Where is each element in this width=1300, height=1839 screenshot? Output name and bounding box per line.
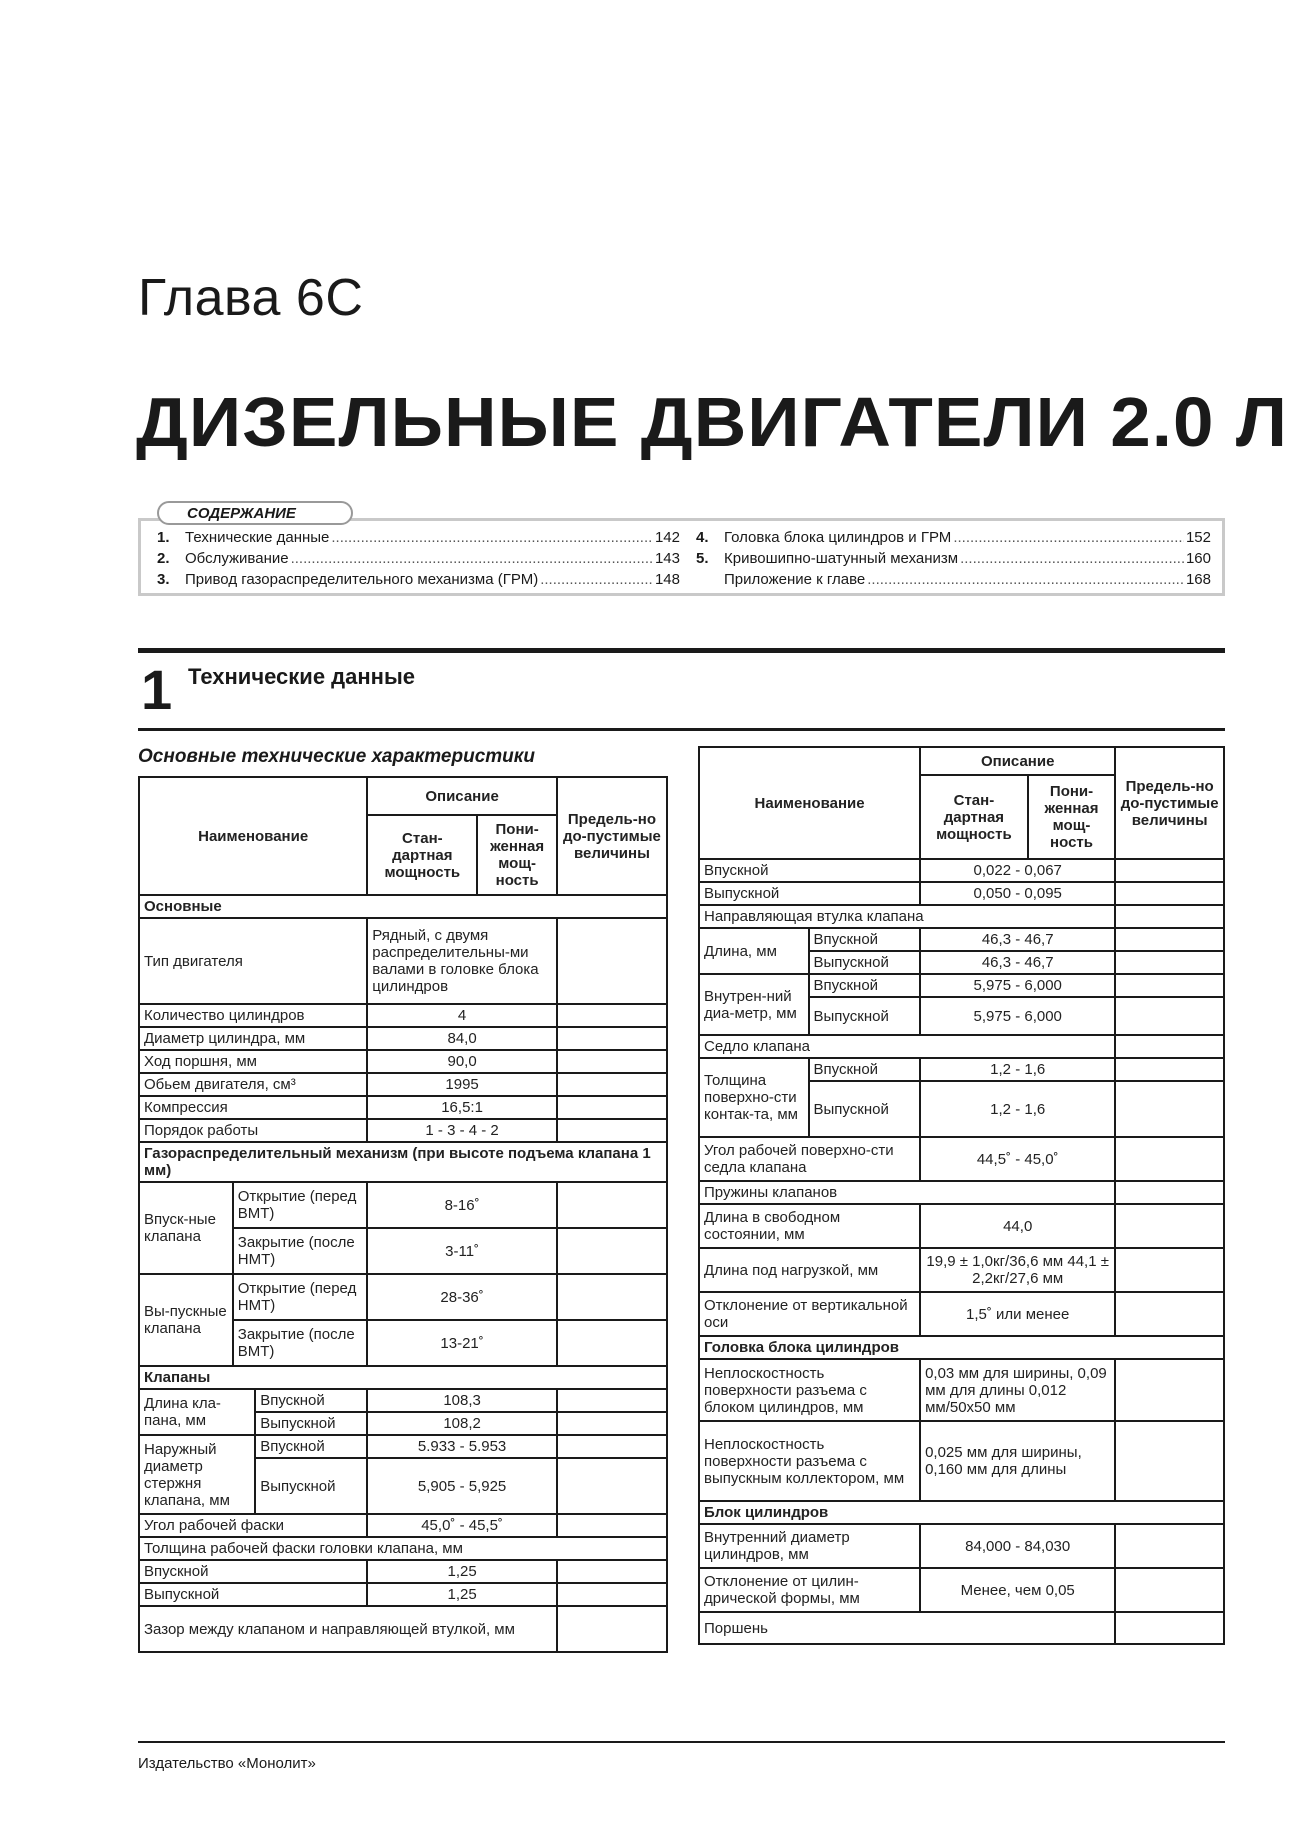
toc-column-1: [157, 527, 680, 590]
row-label: Длина в свободном состоянии, мм: [699, 1204, 920, 1248]
row-label: Открытие (перед НМТ): [233, 1274, 368, 1320]
row-label: Выпускной: [809, 1081, 921, 1137]
row-value: 19,9 ± 1,0кг/36,6 мм 44,1 ± 2,2кг/27,6 мм: [920, 1248, 1115, 1292]
row-limit: [557, 1050, 667, 1073]
toc-item[interactable]: 3. Привод газораспределительного механизма (ГРМ) ..... 148: [157, 569, 680, 590]
row-label: Толщина рабочей фаски головки клапана, мм: [139, 1537, 667, 1560]
row-value: 1 - 3 - 4 - 2: [367, 1119, 557, 1142]
row-group-label: Длина кла-пана, мм: [139, 1389, 255, 1435]
row-value: 45,0˚ - 45,5˚: [367, 1514, 557, 1537]
row-value: 1,25: [367, 1583, 557, 1606]
row-label: Выпускной: [699, 882, 920, 905]
row-limit: [557, 1027, 667, 1050]
section-row: Головка блока цилиндров: [699, 1336, 1224, 1359]
row-label: Количество цилиндров: [139, 1004, 367, 1027]
row-group-label: Наружный диаметр стержня клапана, мм: [139, 1435, 255, 1514]
row-label: Отклонение от цилин-дрической формы, мм: [699, 1568, 920, 1612]
section-number: 1: [141, 658, 173, 721]
row-label: Впускной: [255, 1389, 367, 1412]
row-limit: [1115, 1248, 1224, 1292]
row-group-label: Длина, мм: [699, 928, 809, 974]
row-value: 46,3 - 46,7: [920, 951, 1115, 974]
row-value: 46,3 - 46,7: [920, 928, 1115, 951]
row-label: Впускной: [809, 928, 921, 951]
toc-column-2: [696, 527, 1211, 590]
row-value: 44,5˚ - 45,0˚: [920, 1137, 1115, 1181]
section-row: Седло клапана: [699, 1035, 1115, 1058]
header-description: Описание: [367, 777, 557, 815]
row-group-label: Толщина поверхно-сти контак-та, мм: [699, 1058, 809, 1137]
row-label: Выпускной: [139, 1583, 367, 1606]
row-label: Зазор между клапаном и направляющей втулкой, мм: [139, 1606, 557, 1652]
section-row: Блок цилиндров: [699, 1501, 1224, 1524]
row-label: Угол рабочей поверхно-сти седла клапана: [699, 1137, 920, 1181]
row-limit: [1115, 1181, 1224, 1204]
row-limit: [557, 1228, 667, 1274]
header-reduced: Пони-женная мощ-ность: [477, 815, 557, 895]
row-label: Тип двигателя: [139, 918, 367, 1004]
row-label: Закрытие (после ВМТ): [233, 1320, 368, 1366]
row-value: 0,050 - 0,095: [920, 882, 1115, 905]
row-limit: [557, 1073, 667, 1096]
row-value: 28-36˚: [367, 1274, 557, 1320]
row-limit: [557, 1560, 667, 1583]
row-value: Рядный, с двумя распределительны-ми валами в головке блока цилиндров: [367, 918, 557, 1004]
row-label: Выпускной: [809, 951, 921, 974]
section-rule-bottom: [138, 728, 1225, 731]
section-title: Технические данные: [188, 664, 415, 689]
row-value: 5,975 - 6,000: [920, 974, 1115, 997]
row-limit: [1115, 997, 1224, 1035]
section-row: Основные: [139, 895, 667, 918]
row-value: 44,0: [920, 1204, 1115, 1248]
row-limit: [1115, 974, 1224, 997]
header-standard: Стан-дартная мощность: [367, 815, 477, 895]
row-label: Длина под нагрузкой, мм: [699, 1248, 920, 1292]
row-value: 8-16˚: [367, 1182, 557, 1228]
row-limit: [557, 1606, 667, 1652]
row-limit: [1115, 859, 1224, 882]
spec-table-left: [138, 776, 668, 1653]
row-limit: [557, 1412, 667, 1435]
row-limit: [557, 1096, 667, 1119]
row-label: Поршень: [699, 1612, 1115, 1644]
row-label: Впускной: [699, 859, 920, 882]
row-group-label: Впуск-ные клапана: [139, 1182, 233, 1274]
chapter-label: Глава 6С: [138, 269, 364, 327]
row-label: Диаметр цилиндра, мм: [139, 1027, 367, 1050]
row-value: 90,0: [367, 1050, 557, 1073]
row-label: Выпускной: [255, 1458, 367, 1514]
row-value: 108,2: [367, 1412, 557, 1435]
header-limit: Предель-но до-пустимые величины: [557, 777, 667, 895]
toc-item[interactable]: 2. Обслуживание ..... 143: [157, 548, 680, 569]
row-limit: [1115, 1058, 1224, 1081]
header-limit: Предель-но до-пустимые величины: [1115, 747, 1224, 859]
row-value: 5,975 - 6,000: [920, 997, 1115, 1035]
row-limit: [557, 1514, 667, 1537]
row-value: 1,2 - 1,6: [920, 1058, 1115, 1081]
row-limit: [557, 1320, 667, 1366]
row-limit: [557, 1389, 667, 1412]
header-reduced: Пони-женная мощ-ность: [1028, 775, 1116, 859]
row-limit: [1115, 1292, 1224, 1336]
row-label: Порядок работы: [139, 1119, 367, 1142]
row-limit: [1115, 1081, 1224, 1137]
row-limit: [1115, 951, 1224, 974]
row-value: 4: [367, 1004, 557, 1027]
row-value: 0,022 - 0,067: [920, 859, 1115, 882]
row-limit: [1115, 1204, 1224, 1248]
section-row: Клапаны: [139, 1366, 667, 1389]
row-value: 108,3: [367, 1389, 557, 1412]
row-label: Впускной: [139, 1560, 367, 1583]
row-label: Впускной: [809, 1058, 921, 1081]
row-label: Выпускной: [809, 997, 921, 1035]
row-value: 3-11˚: [367, 1228, 557, 1274]
row-value: 5.933 - 5.953: [367, 1435, 557, 1458]
row-limit: [557, 1004, 667, 1027]
row-limit: [557, 1583, 667, 1606]
row-value: 16,5:1: [367, 1096, 557, 1119]
section-row: Газораспределительный механизм (при высоте подъема клапана 1 мм): [139, 1142, 667, 1182]
toc-label: СОДЕРЖАНИЕ: [157, 501, 353, 525]
row-value: 0,03 мм для ширины, 0,09 мм для длины 0,012 мм/50х50 мм: [920, 1359, 1115, 1421]
section-rule-top: [138, 648, 1225, 653]
row-limit: [1115, 928, 1224, 951]
footer-rule: [138, 1741, 1225, 1743]
header-name: Наименование: [139, 777, 367, 895]
header-name: Наименование: [699, 747, 920, 859]
row-label: Неплоскостность поверхности разъема с блоком цилиндров, мм: [699, 1359, 920, 1421]
row-limit: [1115, 1421, 1224, 1501]
toc-item[interactable]: 4. Головка блока цилиндров и ГРМ ..... 152: [696, 527, 1211, 548]
row-value: 1995: [367, 1073, 557, 1096]
header-standard: Стан-дартная мощность: [920, 775, 1028, 859]
row-limit: [557, 918, 667, 1004]
row-group-label: Внутрен-ний диа-метр, мм: [699, 974, 809, 1035]
row-value: 5,905 - 5,925: [367, 1458, 557, 1514]
row-limit: [1115, 1612, 1224, 1644]
row-value: 84,0: [367, 1027, 557, 1050]
row-label: Впускной: [255, 1435, 367, 1458]
row-label: Компрессия: [139, 1096, 367, 1119]
section-row: Направляющая втулка клапана: [699, 905, 1115, 928]
row-value: 1,25: [367, 1560, 557, 1583]
row-value: 1,5˚ или менее: [920, 1292, 1115, 1336]
row-limit: [1115, 905, 1224, 928]
row-label: Внутренний диаметр цилиндров, мм: [699, 1524, 920, 1568]
toc-item[interactable]: 5. Кривошипно-шатунный механизм ..... 160: [696, 548, 1211, 569]
row-limit: [557, 1119, 667, 1142]
row-value: Менее, чем 0,05: [920, 1568, 1115, 1612]
section-row: Пружины клапанов: [699, 1181, 1115, 1204]
row-limit: [1115, 882, 1224, 905]
row-label: Впускной: [809, 974, 921, 997]
table-subtitle: Основные технические характеристики: [138, 746, 535, 767]
row-limit: [1115, 1568, 1224, 1612]
spec-table-right: [698, 746, 1225, 1645]
table-of-contents: [138, 505, 1225, 596]
row-value: 13-21˚: [367, 1320, 557, 1366]
row-label: Угол рабочей фаски: [139, 1514, 367, 1537]
row-value: 1,2 - 1,6: [920, 1081, 1115, 1137]
toc-item[interactable]: Приложение к главе ..... 168: [696, 569, 1211, 590]
row-limit: [1115, 1137, 1224, 1181]
toc-item[interactable]: 1. Технические данные ..... 142: [157, 527, 680, 548]
row-limit: [1115, 1359, 1224, 1421]
row-label: Открытие (перед ВМТ): [233, 1182, 368, 1228]
row-limit: [1115, 1524, 1224, 1568]
row-label: Отклонение от вертикальной оси: [699, 1292, 920, 1336]
row-value: 0,025 мм для ширины, 0,160 мм для длины: [920, 1421, 1115, 1501]
publisher-footer: Издательство «Монолит»: [138, 1755, 316, 1772]
row-label: Неплоскостность поверхности разъема с выпускным коллектором, мм: [699, 1421, 920, 1501]
row-limit: [557, 1182, 667, 1228]
row-label: Обьем двигателя, см³: [139, 1073, 367, 1096]
row-label: Выпускной: [255, 1412, 367, 1435]
header-description: Описание: [920, 747, 1115, 775]
row-limit: [557, 1435, 667, 1458]
row-limit: [557, 1274, 667, 1320]
row-label: Ход поршня, мм: [139, 1050, 367, 1073]
row-limit: [1115, 1035, 1224, 1058]
row-group-label: Вы-пускные клапана: [139, 1274, 233, 1366]
row-label: Закрытие (после НМТ): [233, 1228, 368, 1274]
row-limit: [557, 1458, 667, 1514]
row-value: 84,000 - 84,030: [920, 1524, 1115, 1568]
page-title: ДИЗЕЛЬНЫЕ ДВИГАТЕЛИ 2.0 Л: [136, 383, 1288, 461]
